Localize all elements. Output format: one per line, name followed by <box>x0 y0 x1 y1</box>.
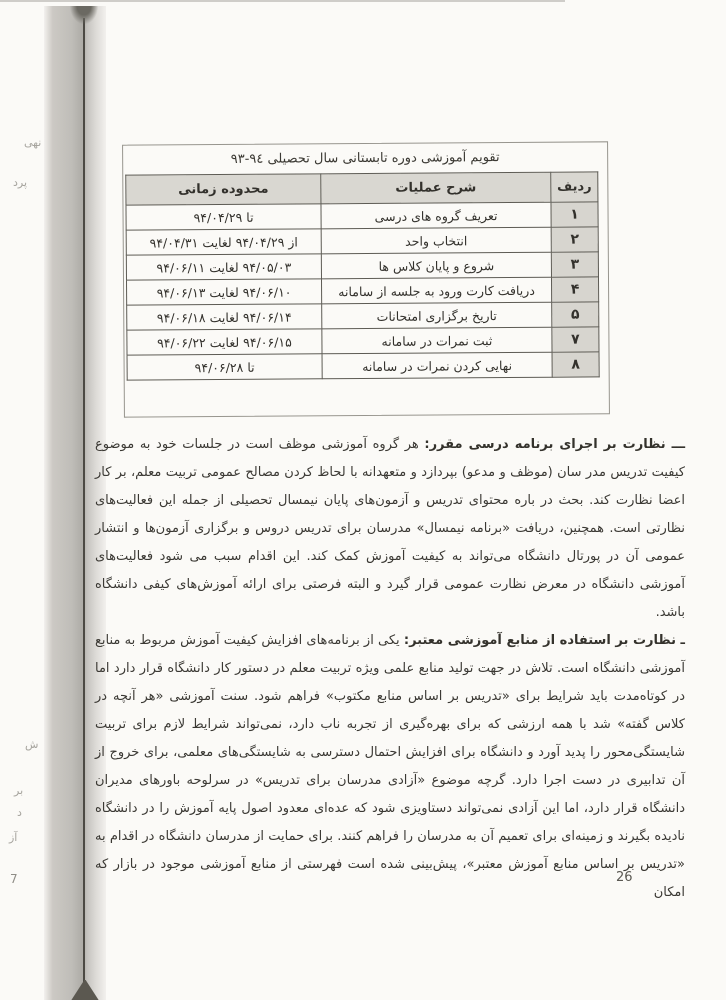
cell-period: ۹۴/۰۶/۱۵ لغایت ۹۴/۰۶/۲۲ <box>127 329 322 355</box>
cell-row-number: ۷ <box>552 327 599 352</box>
cell-row-number: ۱ <box>551 202 598 227</box>
page-number: 26 <box>616 870 633 885</box>
binding-crease-line <box>83 18 85 1000</box>
cell-period: تا ۹۴/۰۴/۲۹ <box>126 204 321 230</box>
margin-mark: ش <box>25 738 39 751</box>
schedule-table-box <box>122 141 610 417</box>
table-row <box>126 277 598 305</box>
header-operation: شرح عملیات <box>321 172 551 204</box>
cell-operation: تاریخ برگزاری امتحانات <box>322 302 552 329</box>
header-period: محدوده زمانی <box>126 174 321 205</box>
paragraph-lead: ـ نظارت بر استفاده از منابع آموزشی معتبر: <box>403 633 686 648</box>
scan-edge-line <box>0 0 565 2</box>
cell-operation: شروع و پایان کلاس ها <box>321 252 551 279</box>
cell-period: ۹۴/۰۶/۱۰ لغایت ۹۴/۰۶/۱۳ <box>126 279 321 305</box>
paragraph-body: هر گروه آموزشی موظف است در جلسات خود به موضوع کیفیت تدریس مدر سان (موظف و مدعو) بپردازد و متعهدانه با لحاظ کردن مصالح عمومی تربیت معلم، بر کار اعضا نظارت کند. بحث در باره محتوای تدریس و آزمون‌های پایان نیمسال تحصیلی از جمله این فعالیت‌های نظارتی است. همچنین، دریافت «برنامه نیمسال» مدرسان برای تدریس دروس و برگزاری آزمون‌ها و انتشار عمومی آن در پورتال دانشگاه می‌تواند به کیفیت آموزش کمک کند. این اقدام سبب می شود فعالیت‌های آموزشی دانشگاه در معرض نظارت عمومی قرار گیرد و البته فرصتی برای ارائه آموزش‌های کیفی دانشگاه باشد. <box>95 437 685 620</box>
margin-mark: نهی <box>24 136 42 149</box>
margin-mark: بر <box>14 784 24 797</box>
cell-row-number: ۳ <box>551 252 598 277</box>
paragraph-body: یکی از برنامه‌های افزایش کیفیت آموزش مربوط به منابع آموزشی دانشگاه است. تلاش در جهت تولید منابع علمی ویژه تربیت معلم در دستور کار دانشگاه قرار دارد اما در کوتاه‌مدت باید شرایط برای «تدریس بر اساس منابع مکتوب» فراهم شود. سنت آموزشی «هر آنچه در کلاس گفته» شد با همه ارزشی که برای بهره‌گیری از تجربه ناب دارد، نمی‌تواند شرایط لازم برای تربیت شایستگی‌محور را پدید آورد و دانشگاه برای افزایش احتمال دسترسی به شایستگی‌های معلمی، برای خروج از آن تدابیری در دست اجرا دارد. گرچه موضوع «آزادی مدرسان برای تدریس» در سرلوحه باورهای مدیران دانشگاه قرار دارد، اما این آزادی نمی‌تواند دستاویزی شود که عده‌ای معدود اصول پایه آموزش را در دانشگاه نادیده بگیرند و زمینه‌ای برای تعمیم آن به مدرسان را فراهم کنند. برای حمایت از مدرسان دانشگاه در اقدام به «تدریس بر اساس منابع آموزش معتبر»، پیش‌بینی شده است فهرستی از منابع آموزشی موجود در بازار که امکان <box>95 633 685 900</box>
table-row <box>127 352 599 380</box>
table-row <box>127 302 599 330</box>
schedule-table <box>125 171 599 380</box>
cell-row-number: ۲ <box>551 227 598 252</box>
table-title: تقویم آموزشی دوره تابستانی سال تحصیلی ٩٤-٩٣ <box>230 150 500 167</box>
margin-mark: د <box>17 806 22 819</box>
margin-mark: آز <box>9 831 18 844</box>
cell-operation: نهایی کردن نمرات در سامانه <box>322 352 552 379</box>
cell-row-number: ۵ <box>552 302 599 327</box>
cell-row-number: ۴ <box>551 277 598 302</box>
body-text <box>95 431 685 907</box>
binding-crease-bottom-shadow <box>68 980 102 1000</box>
cell-period: از ۹۴/۰۴/۲۹ لغایت ۹۴/۰۴/۳۱ <box>126 229 321 255</box>
header-row-number: ردیف <box>551 172 598 202</box>
table-header-row <box>126 172 598 205</box>
cell-period: تا ۹۴/۰۶/۲۸ <box>127 354 322 380</box>
cell-operation: ثبت نمرات در سامانه <box>322 327 552 354</box>
cell-operation: تعریف گروه های درسی <box>321 202 551 229</box>
table-row <box>126 227 598 255</box>
cell-operation: انتخاب واحد <box>321 227 551 254</box>
paragraph-curriculum-supervision <box>95 431 685 627</box>
margin-mark: پرد <box>13 176 28 189</box>
margin-mark: 7 <box>10 872 18 886</box>
table-row <box>126 202 598 230</box>
table-row <box>127 327 599 355</box>
paragraph-resources-supervision <box>95 627 685 907</box>
cell-row-number: ۸ <box>552 352 599 377</box>
paragraph-lead: ـــ نظارت بر اجرای برنامه درسی مقرر: <box>424 437 686 452</box>
cell-operation: دریافت کارت ورود به جلسه از سامانه <box>321 277 551 304</box>
cell-period: ۹۴/۰۵/۰۳ لغایت ۹۴/۰۶/۱۱ <box>126 254 321 280</box>
table-row <box>126 252 598 280</box>
cell-period: ۹۴/۰۶/۱۴ لغایت ۹۴/۰۶/۱۸ <box>127 304 322 330</box>
binding-crease-top-shadow <box>70 6 98 24</box>
